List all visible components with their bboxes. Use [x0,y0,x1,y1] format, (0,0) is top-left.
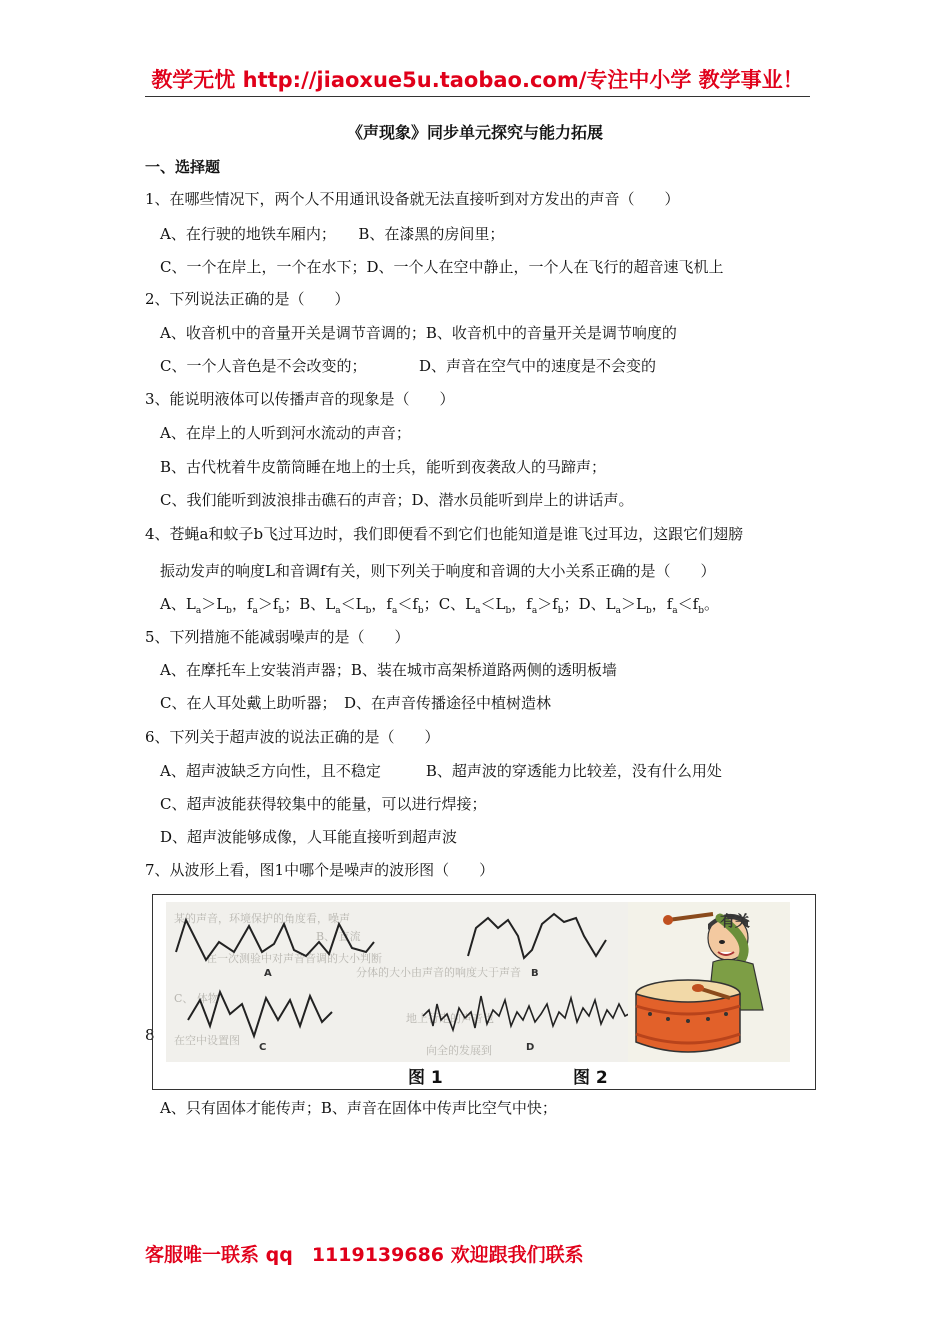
drum-illustration [628,902,790,1062]
question-4-option: D、$L_a>L_b$，$f_a<f_b$。 [578,595,720,616]
site-header: 教学无忧 http://jiaoxue5u.taobao.com/专注中小学 教学事业！ [145,64,810,97]
question-6: 6、下列关于超声波的说法正确的是（ ） [145,728,440,746]
question-3-option-a: A、在岸上的人听到河水流动的声音； [160,424,411,442]
symbol-la: $L_a$ [185,595,202,616]
question-5-options-ab: A、在摩托车上安装消声器；B、装在城市高架桥道路两侧的透明板墙 [160,661,617,679]
contact-footer: 客服唯一联系 qq 1119139686 欢迎跟我们联系 [145,1244,584,1266]
symbol-lb: $L_b$ [355,595,372,616]
question-7: 7、从波形上看，图1中哪个是噪声的波形图（ ） [145,861,495,879]
symbol-fb: $f_b$ [552,595,564,616]
waveform-figure: 某的声音，环境保护的角度看，噪声 B、 直流 在一次测验中对声音音调的大小判断 分体的大小由声音的响度大于声音 C、 体物 地上行走的声音也 在空中设置图 向全的发展到 A B C D [166,902,636,1062]
question-8-number: 8 [145,1026,155,1044]
waveform-b [466,906,616,966]
question-1: 1、在哪些情况下，两个人不用通讯设备就无法直接听到对方发出的声音（ ） [145,190,680,208]
question-2-options-ab: A、收音机中的音量开关是调节音调的；B、收音机中的音量开关是调节响度的 [160,324,677,342]
page-title: 《声现象》同步单元探究与能力拓展 [346,123,603,142]
question-4-line-2: 振动发声的响度L和音调f有关，则下列关于响度和音调的大小关系正确的是（ ） [160,562,716,580]
question-3-option-b: B、古代枕着牛皮箭筒睡在地上的士兵，能听到夜袭敌人的马蹄声； [160,458,607,476]
question-6-options-ab: A、超声波缺乏方向性，且不稳定 B、超声波的穿透能力比较差，没有什么用处 [160,762,722,780]
symbol-fb: $f_b$ [412,595,424,616]
question-4-option: C、$L_a<L_b$，$f_a>f_b$； [438,595,579,616]
symbol-fa: $f_a$ [666,595,678,616]
figure-box [152,894,816,1090]
symbol-fa: $f_a$ [386,595,398,616]
symbol-fa: $f_a$ [526,595,538,616]
figure-1-caption: 图 1 [408,1068,443,1088]
symbol-la: $L_a$ [605,595,621,616]
waveform-a-label: A [264,968,272,979]
question-1-options-ab: A、在行驶的地铁车厢内； B、在漆黑的房间里； [160,225,505,243]
symbol-fb: $f_b$ [272,595,285,616]
symbol-fa: $f_a$ [246,595,258,616]
question-2: 2、下列说法正确的是（ ） [145,290,350,308]
question-4-option: B、$L_a<L_b$，$f_a<f_b$； [299,595,439,616]
question-4-line-1: 4、苍蝇a和蚊子b飞过耳边时，我们即便看不到它们也能知道是谁飞过耳边，这跟它们翅膀 [145,525,744,543]
question-5: 5、下列措施不能减弱噪声的是（ ） [145,628,410,646]
waveform-c [186,986,336,1042]
symbol-lb: $L_b$ [216,595,232,616]
section-heading: 一、选择题 [145,158,221,176]
symbol-lb: $L_b$ [495,595,512,616]
drum-boy-image [628,902,790,1062]
symbol-la: $L_a$ [465,595,481,616]
question-6-option-c: C、超声波能获得较集中的能量，可以进行焊接； [160,795,487,813]
symbol-lb: $L_b$ [635,595,652,616]
waveform-d-label: D [526,1042,535,1053]
question-3: 3、能说明液体可以传播声音的现象是（ ） [145,390,455,408]
question-8-options-ab: A、只有固体才能传声；B、声音在固体中传声比空气中快； [160,1099,557,1117]
symbol-fb: $f_b$ [692,595,704,616]
figure-2-caption: 图 2 [573,1068,608,1088]
waveform-c-label: C [259,1042,267,1053]
question-6-option-d: D、超声波能够成像，人耳能直接听到超声波 [160,828,458,846]
question-5-options-cd: C、在人耳处戴上助听器； D、在声音传播途径中植树造林 [160,694,552,712]
question-2-options-cd: C、一个人音色是不会改变的； D、声音在空气中的速度是不会变的 [160,357,657,375]
waveform-d [421,986,636,1042]
question-1-options-cd: C、一个在岸上，一个在水下；D、一个人在空中静止，一个人在飞行的超音速飞机上 [160,258,724,276]
waveform-a [174,912,379,967]
question-4-option: A、$L_a>L_b$，$f_a>f_b$； [160,595,300,616]
waveform-b-label: B [531,968,539,979]
drum-text: 有关 [720,912,751,930]
question-4-options [160,594,719,621]
question-3-options-cd: C、我们能听到波浪排击礁石的声音；D、潜水员能听到岸上的讲话声。 [160,491,634,509]
symbol-la: $L_a$ [325,595,341,616]
